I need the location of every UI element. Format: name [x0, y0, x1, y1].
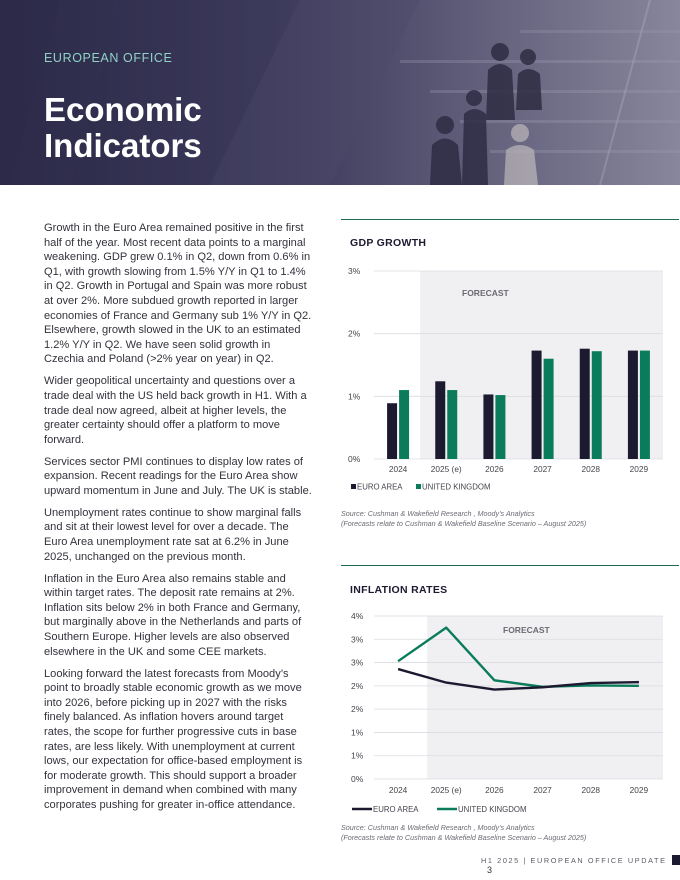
paragraph: Growth in the Euro Area remained positive in the first half of the year. Most recent data points to a marginal weakening. GDP grew 0.1% in Q2, down from 0.6% in Q1, with growth slowing from 1.5% Y/Y in Q1 to 1.4% in Q2. Growth in Portugal and Spain was more robust at over 2%. More subdued growth reported in larger economies of France and Germany sub 1% Y/Y in Q2. Elsewhere, growth slowed in the UK to an estimated 1.2% Y/Y in Q2. We have seen solid growth in Czechia and Poland (>2% year on year) in Q2. — [44, 222, 312, 366]
paragraph: Inflation in the Euro Area also remains stable and within target rates. The deposit rate remains at 2%. Inflation sits below 2% in both France and Germany, but marginally above in the Netherlands and parts of Southern Europe. Higher levels are also observed elsewhere in the UK and some CEE markets. — [44, 572, 302, 658]
legend-label: UNITED KINGDOM — [458, 805, 527, 814]
x-tick-label: 2025 (e) — [430, 785, 462, 795]
legend-swatch — [351, 484, 356, 489]
bar — [544, 359, 554, 459]
paragraph: Looking forward the latest forecasts from Moody’s point to broadly stable economic growth as we move into 2026, before picking up in 2027 with the risks finely balanced. As inflation hovers around target rates, the scope for further progressive cuts in base rates, are less likely. With unemployment at current lows, our expectation for office-based employment is for moderate growth. This should support a broader improvement in demand when combined with many corporates pushing for greater in-office attendance. — [44, 667, 303, 811]
paragraph: Unemployment rates continue to show marginal falls and sit at their lowest level for over a decade. The Euro Area unemployment rate sat at 6.2% in June 2025, unchanged on the previous month. — [44, 506, 302, 563]
legend-label: EURO AREA — [373, 805, 419, 814]
bar — [580, 349, 590, 459]
footer-label: H1 2025 | EUROPEAN OFFICE UPDATE — [481, 856, 667, 865]
footer-mark — [672, 855, 680, 865]
x-tick-label: 2028 — [581, 464, 600, 474]
forecast-label: FORECAST — [503, 625, 550, 635]
page-title-line-1: Economic — [44, 91, 202, 128]
gdp-chart-title: GDP GROWTH — [350, 237, 427, 249]
bar — [387, 403, 397, 459]
bar — [592, 351, 602, 459]
x-tick-label: 2027 — [533, 464, 552, 474]
bar — [495, 395, 505, 459]
inflation-chart — [341, 566, 679, 821]
x-tick-label: 2028 — [581, 785, 600, 795]
y-tick-label: 3% — [348, 266, 361, 276]
gdp-source-line-1: Source: Cushman & Wakefield Research , Moody’s Analytics — [341, 509, 535, 518]
y-tick-label: 2% — [351, 680, 364, 691]
gdp-source-line-2: (Forecasts relate to Cushman & Wakefield Baseline Scenario – August 2025) — [341, 518, 587, 528]
inflation-chart-title: INFLATION RATES — [350, 584, 448, 596]
bar — [628, 351, 638, 459]
page-footer — [481, 856, 680, 875]
bar — [532, 351, 542, 459]
y-tick-label: 0% — [348, 454, 361, 464]
gdp-chart-panel — [341, 219, 679, 508]
legend-label: UNITED KINGDOM — [422, 482, 491, 492]
forecast-label: FORECAST — [462, 288, 509, 298]
y-tick-label: 1% — [351, 727, 364, 738]
y-tick-label: 3% — [351, 634, 364, 645]
bar — [399, 390, 409, 459]
bar — [640, 351, 650, 459]
inflation-chart-panel — [341, 565, 679, 821]
x-tick-label: 2029 — [629, 464, 649, 474]
page-number: 3 — [487, 865, 493, 875]
y-tick-label: 0% — [351, 774, 364, 784]
x-tick-label: 2024 — [388, 785, 408, 795]
x-tick-label: 2024 — [388, 464, 408, 474]
x-tick-label: 2025 (e) — [430, 464, 462, 474]
section-kicker: EUROPEAN OFFICE — [44, 51, 173, 65]
x-tick-label: 2027 — [533, 785, 552, 795]
x-tick-label: 2026 — [485, 785, 504, 795]
x-tick-label: 2029 — [629, 785, 649, 795]
hero-banner — [0, 0, 680, 185]
forecast-shade — [427, 616, 663, 779]
y-tick-label: 3% — [351, 657, 364, 668]
y-tick-label: 4% — [351, 611, 364, 621]
y-tick-label: 2% — [351, 704, 364, 715]
body-text — [44, 221, 312, 820]
page-title — [44, 92, 202, 164]
bar — [483, 394, 493, 459]
bar — [435, 381, 445, 459]
y-tick-label: 1% — [348, 391, 361, 402]
inflation-source — [341, 823, 586, 842]
inflation-source-line-2: (Forecasts relate to Cushman & Wakefield Baseline Scenario – August 2025) — [341, 832, 587, 842]
gdp-chart — [341, 220, 679, 508]
y-tick-label: 2% — [348, 328, 361, 339]
paragraph: Services sector PMI continues to display low rates of expansion. Recent readings for the Euro Area show upward momentum in June and July. The UK is stable. — [44, 455, 312, 497]
paragraph: Wider geopolitical uncertainty and questions over a trade deal with the US held back growth in H1. With a trade deal now agreed, albeit at higher levels, the greater certainty should offer a platform to move forward. — [44, 375, 307, 446]
gdp-source — [341, 509, 586, 528]
y-tick-label: 1% — [351, 750, 364, 761]
legend-label: EURO AREA — [357, 482, 403, 492]
legend-swatch — [416, 484, 421, 489]
x-tick-label: 2026 — [485, 464, 504, 474]
page-title-line-2: Indicators — [44, 127, 202, 164]
bar — [447, 390, 457, 459]
inflation-source-line-1: Source: Cushman & Wakefield Research , Moody’s Analytics — [341, 823, 535, 832]
